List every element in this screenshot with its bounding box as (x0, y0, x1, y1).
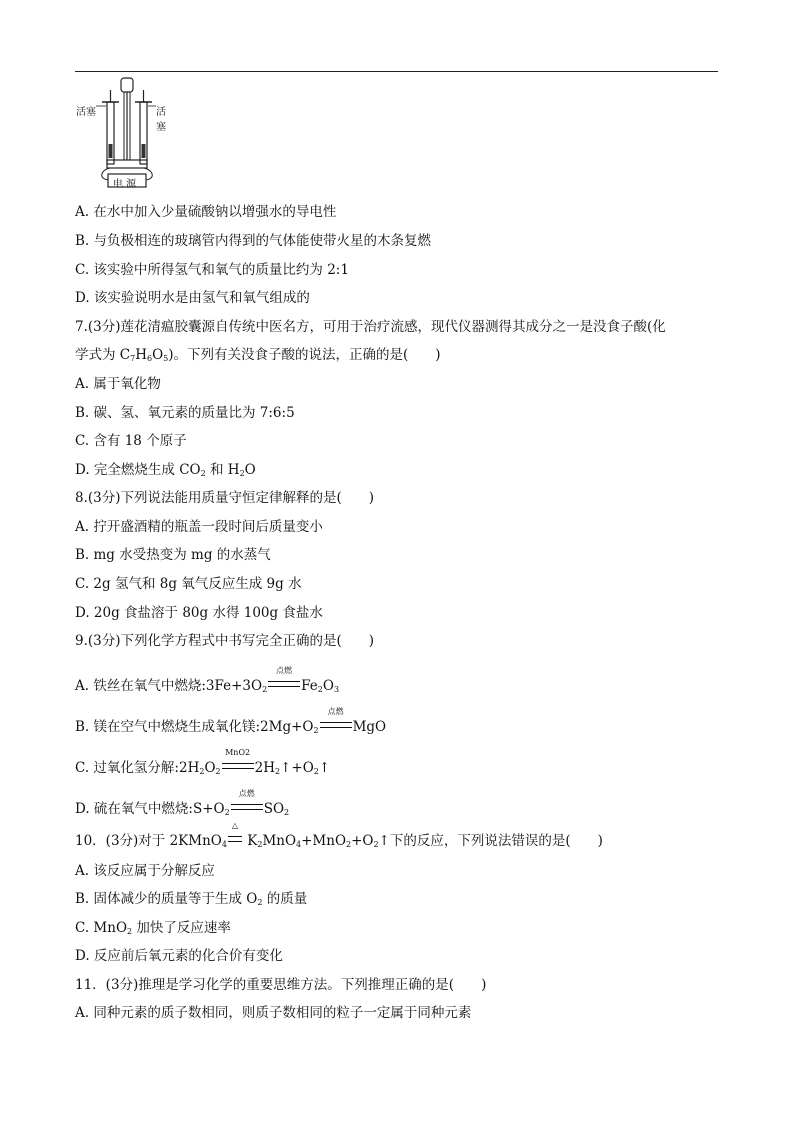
subscript: 2 (284, 808, 290, 817)
q10-option-a: A. 该反应属于分解反应 (75, 863, 215, 879)
q9a-text: O (322, 678, 334, 694)
q10-text: ↑下的反应，下列说法错误的是( ) (378, 833, 603, 849)
q7-option-c: C. 含有 18 个原子 (75, 433, 187, 449)
q9-option-c (75, 748, 331, 778)
equals-sign (231, 804, 263, 810)
q9-stem: 9.(3分)下列化学方程式中书写完全正确的是( ) (75, 633, 375, 649)
subscript: 2 (313, 726, 319, 735)
q7d-text: D. 完全燃烧生成 CO (75, 462, 201, 478)
q9d-text: SO (263, 801, 285, 817)
subscript: 3 (333, 685, 340, 694)
subscript: 2 (257, 840, 263, 849)
q10c-text: 加快了反应速率 (132, 920, 231, 936)
q6-option-c: C. 该实验中所得氢气和氧气的质量比约为 2:1 (75, 262, 349, 278)
q11-stem: 11．(3分)推理是学习化学的重要思维方法。下列推理正确的是( ) (75, 977, 487, 993)
header-rule (75, 71, 718, 72)
q10-text: MnO (262, 833, 297, 849)
condition-label: 点燃 (327, 707, 344, 716)
left-stopcock-label: 活塞 (76, 107, 96, 118)
reaction-condition (319, 707, 353, 737)
q10-option-d: D. 反应前后氧元素的化合价有变化 (75, 948, 283, 964)
subscript: 2 (317, 685, 323, 694)
q9-option-a (75, 666, 340, 696)
subscript: 2 (262, 685, 268, 694)
q8-option-d: D. 20g 食盐溶于 80g 水得 100g 食盐水 (75, 605, 323, 621)
reaction-condition (227, 821, 243, 851)
q7d-text: 和 H (205, 462, 240, 478)
q9-option-b (75, 707, 387, 737)
q7-stem-line2 (75, 345, 441, 365)
subscript: 7 (130, 354, 136, 363)
q11-option-a: A. 同种元素的质子数相同，则质子数相同的粒子一定属于同种元素 (75, 1005, 472, 1021)
q10c-text: C. MnO (75, 920, 128, 936)
q7-option-d (75, 460, 256, 480)
electrolysis-apparatus-figure (74, 76, 174, 192)
q10-option-c (75, 918, 231, 938)
subscript: 5 (163, 354, 169, 363)
q9a-text: A. 铁丝在氧气中燃烧:3Fe+3O (75, 678, 263, 694)
q9d-text: D. 硫在氧气中燃烧:S+O (75, 801, 225, 817)
equals-sign (268, 681, 300, 687)
q7-stem-line1: 7.(3分)莲花清瘟胶囊源自传统中医名方，可用于治疗流感，现代仪器测得其成分之一是没食子酸(化 (75, 319, 666, 335)
q7d-text: O (244, 462, 256, 478)
q10-text: K (242, 833, 258, 849)
q10-stem (75, 821, 603, 851)
q9c-text: 2H (254, 760, 275, 776)
equals-sign (320, 722, 352, 728)
subscript: 2 (127, 927, 133, 936)
equals-sign (228, 836, 242, 842)
reaction-condition (221, 748, 255, 778)
q7-option-a: A. 属于氧化物 (75, 376, 161, 392)
q7-text: )。下列有关没食子酸的说法，正确的是( ) (168, 347, 441, 363)
q9c-text: ↑+O (280, 760, 314, 776)
condition-label: MnO2 (225, 748, 251, 757)
q8-stem: 8.(3分)下列说法能用质量守恒定律解释的是( ) (75, 490, 375, 506)
subscript: 2 (313, 767, 319, 776)
subscript: 2 (199, 767, 205, 776)
subscript: 2 (346, 840, 352, 849)
q8-option-c: C. 2g 氢气和 8g 氧气反应生成 9g 水 (75, 576, 302, 592)
subscript: 2 (215, 767, 221, 776)
q10-text: 10．(3分)对于 2KMnO (75, 833, 222, 849)
subscript: 6 (147, 354, 153, 363)
q9-option-d (75, 789, 290, 819)
q9b-text: B. 镁在空气中燃烧生成氧化镁:2Mg+O (75, 719, 314, 735)
q8-option-b: B. mg 水受热变为 mg 的水蒸气 (75, 547, 271, 563)
condition-label: 点燃 (238, 789, 255, 798)
q10-option-b (75, 889, 307, 909)
subscript: 4 (221, 840, 227, 849)
q9c-text: ↑ (318, 760, 331, 776)
subscript: 2 (257, 898, 263, 907)
q10-text: +O (351, 833, 374, 849)
reaction-condition (230, 789, 264, 819)
q6-option-b: B. 与负极相连的玻璃管内得到的气体能使带火星的木条复燃 (75, 233, 432, 249)
subscript: 2 (274, 767, 281, 776)
q10-text: +MnO (301, 833, 347, 849)
subscript: 2 (373, 840, 379, 849)
condition-label: △ (231, 821, 239, 830)
subscript: 2 (239, 469, 245, 478)
subscript: 2 (200, 469, 206, 478)
subscript: 2 (224, 808, 230, 817)
q7-text: O (152, 347, 164, 363)
q7-text: 学式为 C (75, 347, 131, 363)
q9c-text: O (204, 760, 216, 776)
q9c-text: C. 过氧化氢分解:2H (75, 760, 200, 776)
power-supply-label: 电 源 (113, 179, 137, 190)
q9a-text: Fe (301, 678, 318, 694)
reaction-condition (267, 666, 301, 696)
equals-sign (222, 763, 254, 769)
q10b-text: B. 固体减少的质量等于生成 O (75, 891, 258, 907)
subscript: 4 (296, 840, 302, 849)
condition-label: 点燃 (276, 666, 293, 675)
right-stopcock-label: 活塞 (156, 107, 166, 133)
q7-text: H (135, 347, 147, 363)
q9b-text: MgO (352, 719, 387, 735)
q7-option-b: B. 碳、氢、氧元素的质量比为 7:6:5 (75, 405, 295, 421)
q6-option-a: A. 在水中加入少量硫酸钠以增强水的导电性 (75, 204, 337, 220)
q10b-text: 的质量 (262, 891, 308, 907)
q8-option-a: A. 拧开盛酒精的瓶盖一段时间后质量变小 (75, 519, 323, 535)
q6-option-d: D. 该实验说明水是由氢气和氧气组成的 (75, 290, 310, 306)
